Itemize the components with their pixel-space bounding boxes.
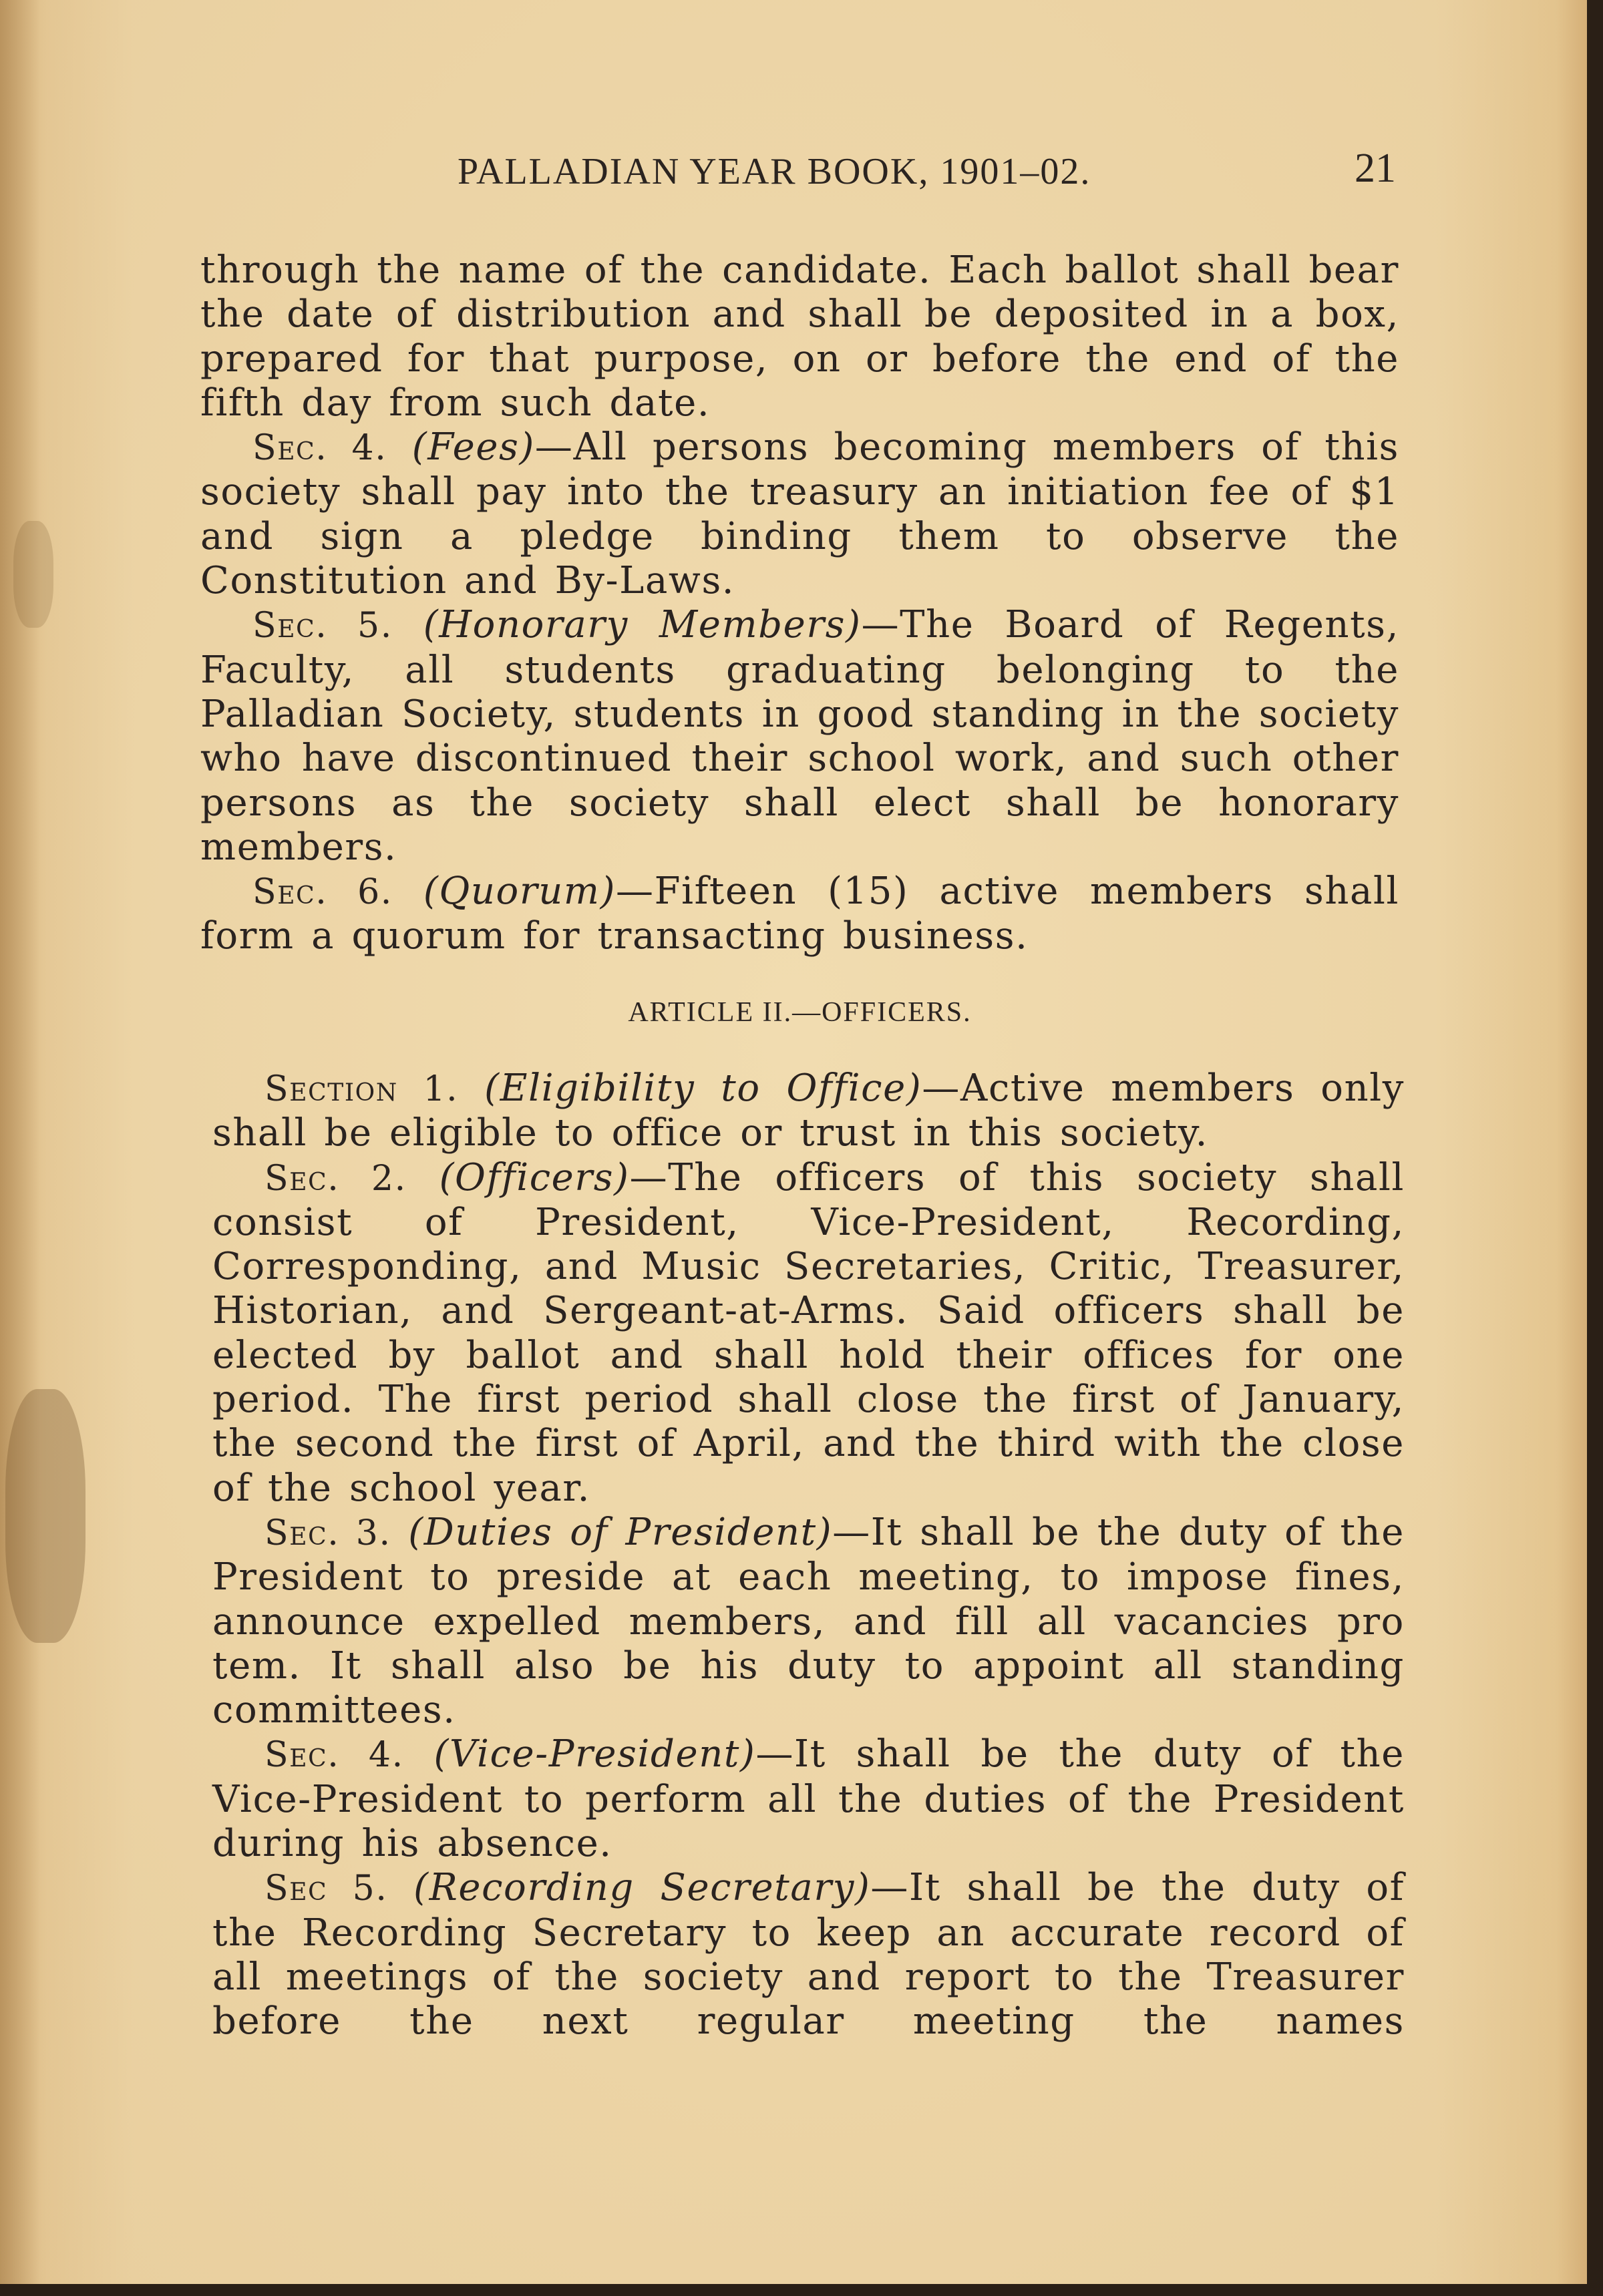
section-3-duties-of-president [212,1511,1405,1732]
article-heading: ARTICLE II.—OFFICERS. [628,997,972,1028]
section-title: (Officers) [439,1155,630,1199]
section-body: —All persons becoming members of this society shall pay into the treasury an initiation fee of $1 and sign a pledge binding them to observe the Constitution and By-Laws. [200,425,1399,603]
section-4-fees [200,425,1399,603]
section-title: (Recording Secretary) [413,1866,871,1910]
section-title: (Honorary Members) [423,603,862,647]
paragraph [200,248,1399,425]
section-4-vice-president [212,1732,1405,1866]
section-label: Sec. 6. [252,872,393,913]
section-title: (Fees) [411,425,535,469]
section-6-quorum [200,870,1399,959]
section-label: Section 1. [264,1069,459,1109]
section-label: Sec. 4. [252,428,387,469]
section-body: —It shall be the duty of the President to preside at each meeting, to impose fines, announce expelled members, and fill all vacancies pro tem. It shall also be his duty to appoint all standing committees. [212,1510,1405,1732]
book-edge [1587,0,1603,2296]
section-5-honorary-members [200,603,1399,870]
section-label: Sec. 2. [264,1158,407,1199]
section-body: —The Board of Regents, Faculty, all students graduating belonging to the Palladian Society, students in good standing in the society who have discontinued their school work, and such other persons as the society shall elect shall be honorary members. [200,603,1399,869]
running-header [200,146,1396,204]
article-1-continuation [200,248,1399,959]
section-body: —Active members only shall be eligible to office or trust in this society. [212,1067,1405,1155]
page-stain [5,1389,85,1643]
section-label: Sec. 5. [252,606,393,646]
section-title: (Vice-President) [433,1732,756,1776]
section-2-officers [212,1156,1405,1511]
paragraph-text: through the name of the candidate. Each ballot shall bear the date of distribution and shall be deposited in a box, prepared for that purpose, on or before the end of the fifth day from such date. [200,248,1399,425]
page-stain [13,521,53,628]
page-number: 21 [1355,146,1396,191]
section-label: Sec 5. [264,1869,388,1909]
section-title: (Eligibility to Office) [484,1067,922,1110]
section-body: —Fifteen (15) active members shall form a quorum for transacting business. [200,870,1399,958]
section-body: —It shall be the duty of the Recording Secretary to keep an accurate record of all meetings of the society and report to the Treasurer before the next regular meeting the names [212,1866,1405,2044]
section-label: Sec. 3. [264,1513,391,1553]
spine-shadow [0,0,40,2284]
running-title: PALLADIAN YEAR BOOK, 1901–02. [458,151,1091,192]
article-2-body [212,1067,1405,2044]
book-edge [0,2284,1603,2296]
section-body: —The officers of this society shall consist of President, Vice-President, Recording, Corresponding, and Music Secretaries, Critic, Treasurer, Historian, and Sergeant-at-Arms. Said officers shall be elected by ballot and shall hold their offices for one period. The first period shall close the first of January, the second the first of April, and the third with the close of the school year. [212,1155,1405,1510]
section-1-eligibility [212,1067,1405,1156]
section-label: Sec. 4. [264,1735,404,1776]
section-5-recording-secretary [212,1866,1405,2044]
section-title: (Duties of President) [408,1510,833,1554]
section-body: —It shall be the duty of the Vice-President to perform all the duties of the President during his absence. [212,1732,1405,1866]
section-title: (Quorum) [423,870,616,914]
